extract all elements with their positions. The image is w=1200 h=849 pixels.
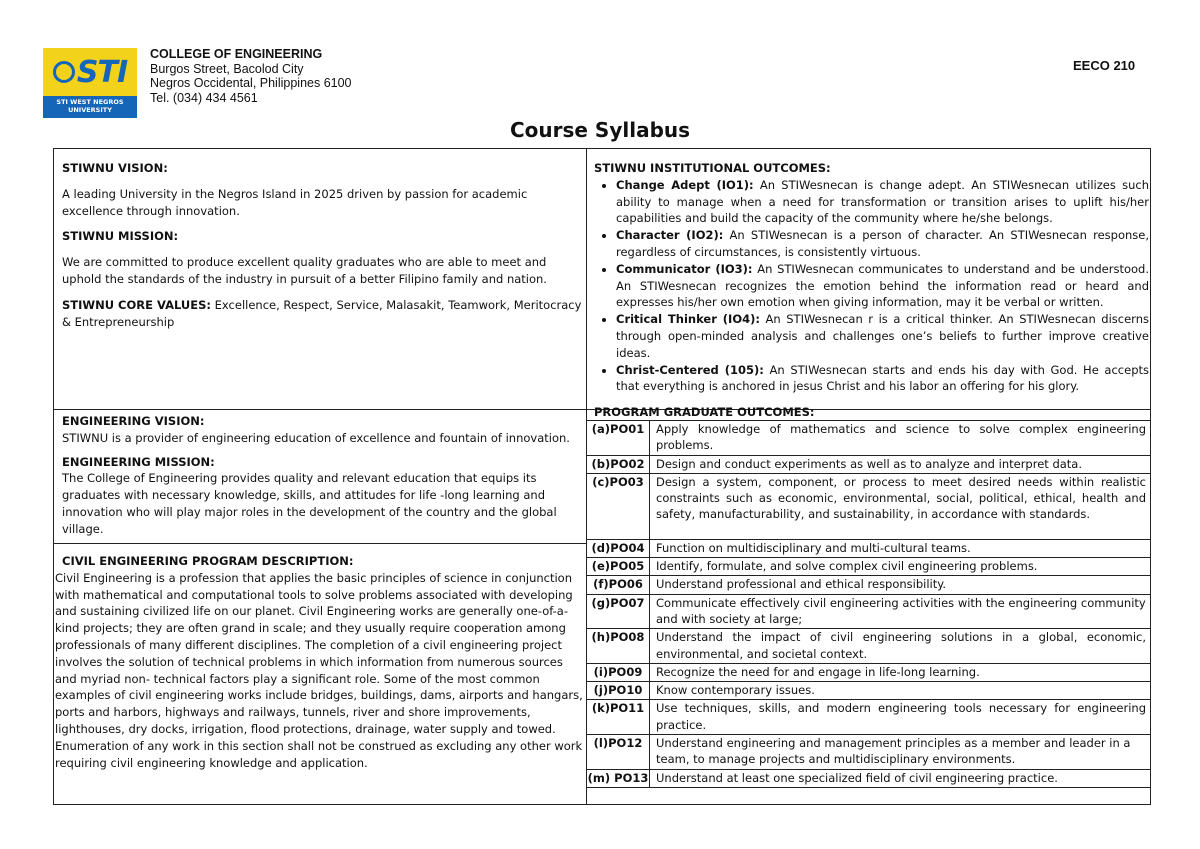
pgo-description: Design and conduct experiments as well as to analyze and interpret data. <box>650 455 1151 473</box>
pgo-description: Use techniques, skills, and modern engineering tools necessary for engineering practice. <box>650 700 1151 735</box>
pgo-code: (l)PO12 <box>587 735 650 770</box>
ce-program-description-cell <box>55 553 583 771</box>
pgo-description: Understand at least one specialized field of civil engineering practice. <box>650 769 1151 787</box>
pgo-code: (g)PO07 <box>587 594 650 629</box>
table-row <box>587 769 1151 787</box>
outcome-item <box>616 261 1149 311</box>
sti-logo <box>43 48 137 118</box>
page-title: Course Syllabus <box>509 118 691 142</box>
pgo-label: PROGRAM GRADUATE OUTCOMES: <box>594 405 815 419</box>
outcome-item <box>616 227 1149 261</box>
outcomes-list <box>594 177 1149 395</box>
outcome-text: An STIWesnecan is a person of character. An STIWesnecan response, regardless of circumstances, is consistently virtuous. <box>616 228 1149 259</box>
eng-vision-text: STIWNU is a provider of engineering education of excellence and fountain of innovation. <box>62 430 570 445</box>
telephone: Tel. (034) 434 4561 <box>150 90 258 105</box>
address-line-2: Negros Occidental, Philippines 6100 <box>150 76 352 90</box>
eng-vision-label: ENGINEERING VISION: <box>62 414 205 428</box>
ce-description-text: Civil Engineering is a profession that applies the basic principles of science in conjunction with mathematical and computational tools to solve problems associated with developing and sustaining civilized life on our planet. Civil Engineering works are generally one-of-a-kind projects; they are often grand in scale; and they usually require cooperation among professionals of many different disciplines. The completion of a civil engineering project involves the solution of technical problems in which information from numerous sources and myriad non- technical factors play a significant role. Some of the most common examples of civil engineering works include bridges, buildings, dams, airports and hangars, ports and harbors, highways and railways, tunnels, river and shore improvements, lighthouses, dry docks, irrigation, flood protections, drainage, water supply and towed. Enumeration of any work in this section shall not be construed as excluding any other work requiring civil engineering knowledge and application. <box>55 570 583 770</box>
table-row <box>587 682 1151 700</box>
table-row <box>587 700 1151 735</box>
table-row <box>587 735 1151 770</box>
globe-icon <box>53 61 75 83</box>
pgo-code: (d)PO04 <box>587 539 650 557</box>
table-row <box>587 594 1151 629</box>
table-row <box>587 455 1151 473</box>
course-code: EECO 210 <box>1073 58 1136 73</box>
pgo-code: (c)PO03 <box>587 473 650 539</box>
outcome-text: An STIWesnecan communicates to understand and be understood. An STIWesnecan recognizes the emotion behind the information read or heard and expresses his/her own emotion when giving information, may it be verbal or written. <box>616 261 1149 310</box>
college-name: COLLEGE OF ENGINEERING <box>150 47 323 61</box>
address-line-1: Burgos Street, Bacolod City <box>150 61 304 76</box>
pgo-code: (f)PO06 <box>587 576 650 594</box>
table-row <box>587 473 1151 539</box>
pgo-description: Understand engineering and management principles as a member and leader in a team, to manage projects and multidisciplinary environments. <box>650 735 1151 770</box>
table-row <box>587 576 1151 594</box>
eng-mission-text: The College of Engineering provides quality and relevant education that equips its graduates with necessary knowledge, skills, and attitudes for life -long learning and innovation who will play major roles in the development of the country and the global village. <box>62 471 557 536</box>
vision-text: A leading University in the Negros Island in 2025 driven by passion for academic excellence through innovation. <box>62 186 528 218</box>
outcome-name: Change Adept (IO1): <box>616 177 754 192</box>
pgo-code: (b)PO02 <box>587 455 650 473</box>
pgo-code: (k)PO11 <box>587 700 650 735</box>
outcome-text: An STIWesnecan r is a critical thinker. An STIWesnecan discerns through open-minded analysis and challenges one’s beliefs to further improve creative ideas. <box>616 312 1149 360</box>
outcome-name: Critical Thinker (IO4): <box>616 312 760 327</box>
row-divider-2 <box>53 543 587 544</box>
table-row <box>587 558 1151 576</box>
vision-label: STIWNU VISION: <box>62 161 168 175</box>
pgo-description: Understand the impact of civil engineering solutions in a global, economic, environmental, and societal context. <box>650 629 1151 664</box>
engineering-vision-mission-cell <box>62 413 582 538</box>
pgo-description: Understand professional and ethical responsibility. <box>650 576 1151 594</box>
pgo-code: (j)PO10 <box>587 682 650 700</box>
mission-label: STIWNU MISSION: <box>62 229 179 244</box>
pgo-code: (e)PO05 <box>587 558 650 576</box>
pgo-code: (m) PO13 <box>587 769 650 787</box>
table-row <box>587 539 1151 557</box>
outcome-text: An STIWesnecan starts and ends his day with God. He accepts that everything is anchored in jesus Christ and his labor an offering for his glory. <box>616 362 1150 394</box>
table-row <box>587 663 1151 681</box>
outcomes-label: STIWNU INSTITUTIONAL OUTCOMES: <box>594 161 831 175</box>
logo-subtitle: STI WEST NEGROS UNIVERSITY <box>56 98 124 114</box>
pgo-description: Function on multidisciplinary and multi-cultural teams. <box>650 539 1151 557</box>
outcome-item <box>616 311 1149 361</box>
pgo-description: Recognize the need for and engage in life-long learning. <box>650 663 1151 681</box>
logo-mark <box>43 48 137 96</box>
core-values <box>62 297 584 331</box>
institutional-outcomes-cell <box>594 160 1149 395</box>
outcome-name: Communicator (IO3): <box>616 261 753 276</box>
outcome-item <box>616 362 1149 396</box>
outcome-text: An STIWesnecan is change adept. An STIWesnecan utilizes such ability to manage when a need for transformation or transition arises to uplift his/her capabilities and build the capacity of the community where he/she belongs. <box>616 177 1149 226</box>
outcome-item <box>616 177 1149 227</box>
ce-description-label: CIVIL ENGINEERING PROGRAM DESCRIPTION: <box>62 554 354 568</box>
core-values-text: Excellence, Respect, Service, Malasakit, Teamwork, Meritocracy & Entrepreneurship <box>62 297 582 329</box>
pgo-description: Apply knowledge of mathematics and science to solve complex engineering problems. <box>650 421 1151 456</box>
logo-text: STI <box>76 54 128 90</box>
table-row <box>587 421 1151 456</box>
core-values-label: STIWNU CORE VALUES: <box>62 297 212 312</box>
eng-mission-label: ENGINEERING MISSION: <box>62 454 215 469</box>
college-address-block <box>150 47 352 105</box>
pgo-table <box>586 420 1151 788</box>
pgo-code: (h)PO08 <box>587 629 650 664</box>
pgo-description: Communicate effectively civil engineering activities with the engineering community and with society at large; <box>650 594 1151 629</box>
mission-text: We are committed to produce excellent quality graduates who are able to meet and uphold the standards of the industry in pursuit of a better Filipino family and nation. <box>62 255 547 286</box>
pgo-code: (i)PO09 <box>587 663 650 681</box>
outcome-name: Character (IO2): <box>616 228 724 243</box>
pgo-description: Identify, formulate, and solve complex civil engineering problems. <box>650 558 1151 576</box>
table-row <box>587 629 1151 664</box>
pgo-code: (a)PO01 <box>587 421 650 456</box>
stiwnu-vision-mission-cell <box>62 160 584 330</box>
outcome-name: Christ-Centered (105): <box>616 362 764 377</box>
pgo-description: Design a system, component, or process to meet desired needs within realistic constraints such as economic, environmental, social, political, ethical, health and safety, manufacturability, and sustainability, in accordance with standards. <box>650 473 1151 539</box>
pgo-description: Know contemporary issues. <box>650 682 1151 700</box>
